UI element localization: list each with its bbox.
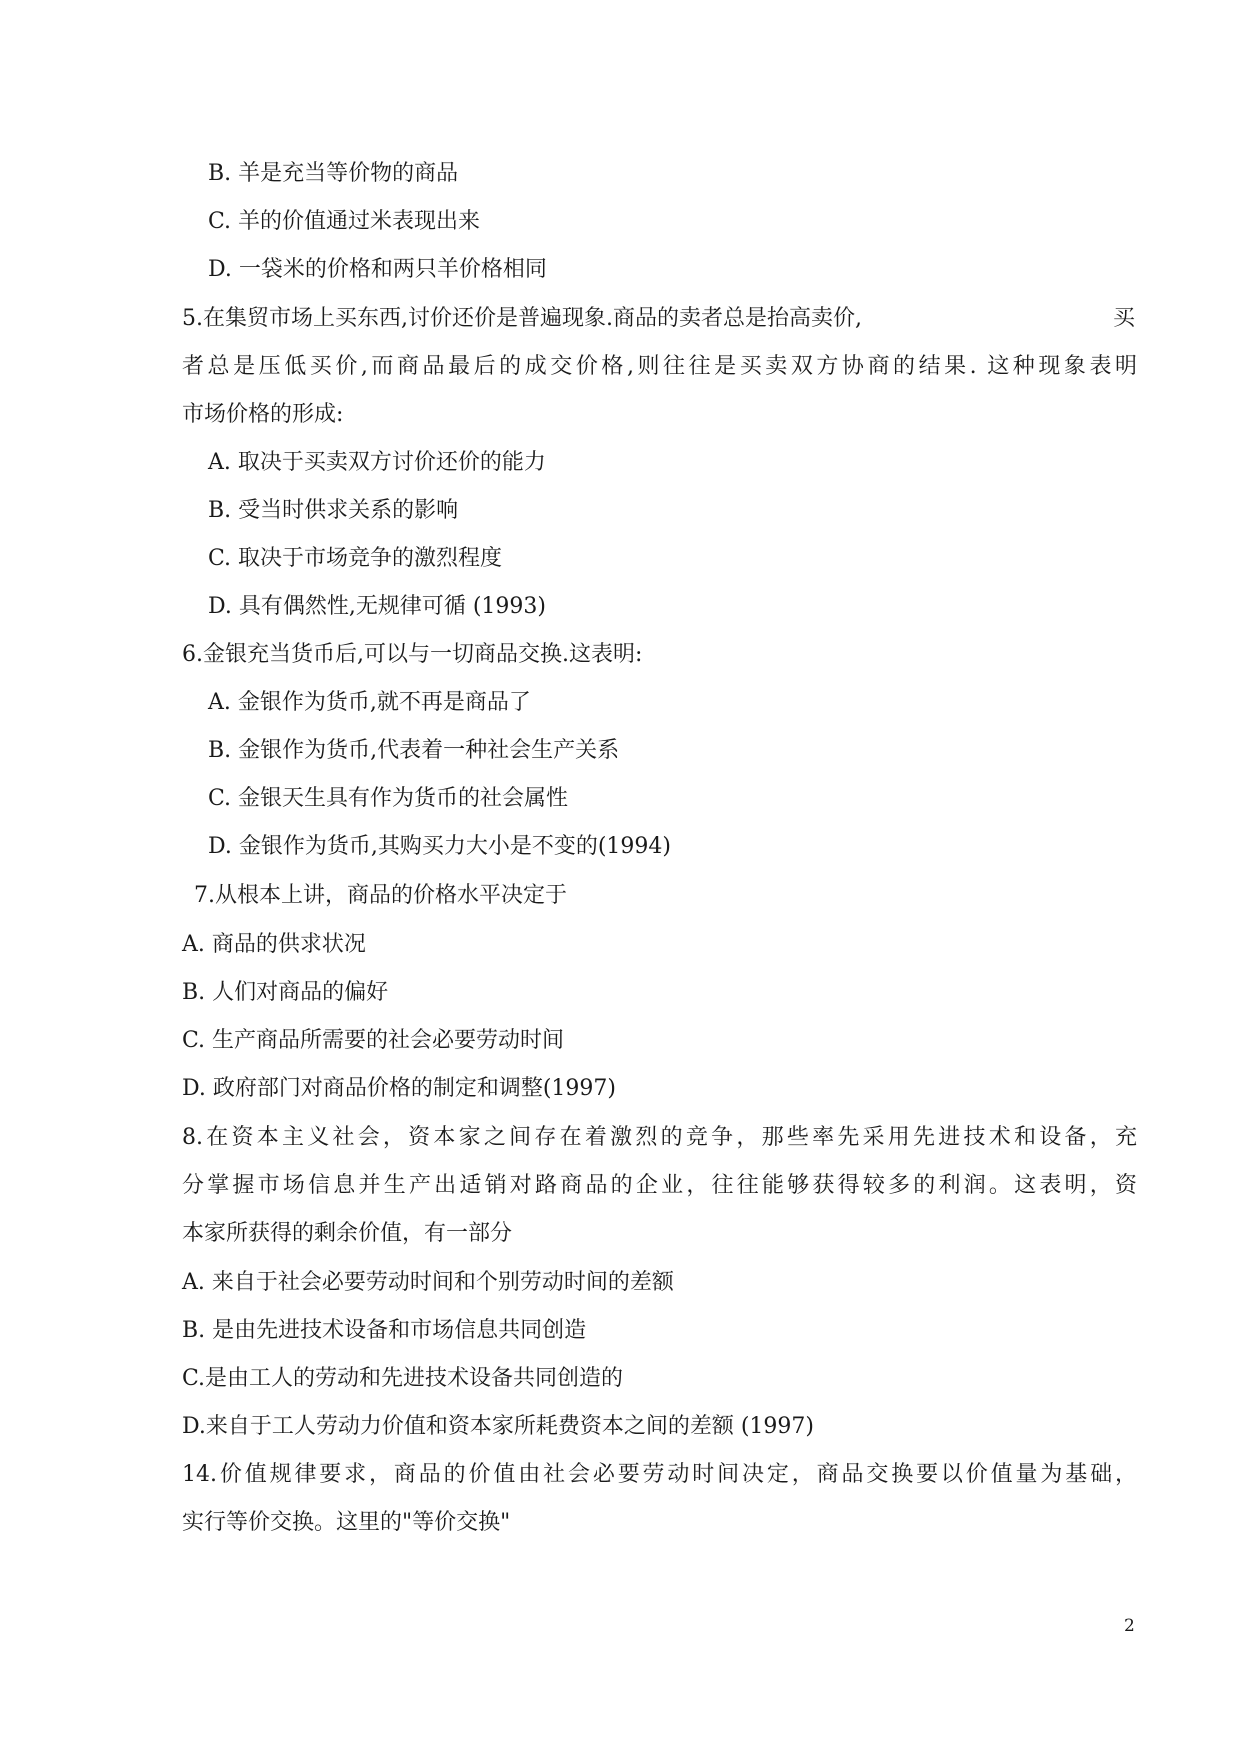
q5-stem-line2: 者总是压低买价,而商品最后的成交价格,则往往是买卖双方协商的结果. 这种现象表明 bbox=[182, 354, 1137, 379]
q4-option-b: B. 羊是充当等价物的商品 bbox=[208, 161, 459, 186]
q8-option-b: B. 是由先进技术设备和市场信息共同创造 bbox=[182, 1318, 587, 1343]
q7-stem: 7.从根本上讲，商品的价格水平决定于 bbox=[194, 883, 567, 908]
q7-option-c: C. 生产商品所需要的社会必要劳动时间 bbox=[182, 1028, 565, 1053]
q5-option-c: C. 取决于市场竞争的激烈程度 bbox=[208, 546, 503, 571]
q7-option-d: D. 政府部门对商品价格的制定和调整(1997) bbox=[182, 1076, 616, 1101]
q5-stem-line3: 市场价格的形成: bbox=[182, 402, 344, 427]
q5-stem-line1-end: 买 bbox=[1113, 306, 1136, 331]
q8-option-a: A. 来自于社会必要劳动时间和个别劳动时间的差额 bbox=[182, 1270, 674, 1295]
q6-option-c: C. 金银天生具有作为货币的社会属性 bbox=[208, 786, 569, 811]
q8-option-d: D.来自于工人劳动力价值和资本家所耗费资本之间的差额 (1997) bbox=[182, 1414, 814, 1439]
page-number: 2 bbox=[1124, 1616, 1135, 1636]
q14-stem-line2: 实行等价交换。这里的"等价交换" bbox=[182, 1510, 511, 1535]
q5-stem-line1: 5.在集贸市场上买东西,讨价还价是普遍现象.商品的卖者总是抬高卖价, bbox=[182, 306, 862, 331]
q4-option-c: C. 羊的价值通过米表现出来 bbox=[208, 209, 481, 234]
q14-stem-line1: 14.价值规律要求，商品的价值由社会必要劳动时间决定，商品交换要以价值量为基础， bbox=[182, 1462, 1137, 1487]
q8-stem-line3: 本家所获得的剩余价值，有一部分 bbox=[182, 1221, 513, 1246]
q5-option-b: B. 受当时供求关系的影响 bbox=[208, 498, 459, 523]
q6-stem: 6.金银充当货币后,可以与一切商品交换.这表明: bbox=[182, 642, 643, 667]
q6-option-d: D. 金银作为货币,其购买力大小是不变的(1994) bbox=[208, 834, 671, 859]
q7-option-b: B. 人们对商品的偏好 bbox=[182, 980, 389, 1005]
q8-option-c: C.是由工人的劳动和先进技术设备共同创造的 bbox=[182, 1366, 624, 1391]
q5-option-d: D. 具有偶然性,无规律可循 (1993) bbox=[208, 594, 546, 619]
q4-option-d: D. 一袋米的价格和两只羊价格相同 bbox=[208, 257, 547, 282]
q8-stem-line2: 分掌握市场信息并生产出适销对路商品的企业，往往能够获得较多的利润。这表明，资 bbox=[182, 1173, 1137, 1198]
q5-option-a: A. 取决于买卖双方讨价还价的能力 bbox=[208, 450, 546, 475]
q6-option-a: A. 金银作为货币,就不再是商品了 bbox=[208, 690, 531, 715]
q8-stem-line1: 8.在资本主义社会，资本家之间存在着激烈的竞争，那些率先采用先进技术和设备，充 bbox=[182, 1125, 1137, 1150]
q6-option-b: B. 金银作为货币,代表着一种社会生产关系 bbox=[208, 738, 620, 763]
q7-option-a: A. 商品的供求状况 bbox=[182, 932, 366, 957]
